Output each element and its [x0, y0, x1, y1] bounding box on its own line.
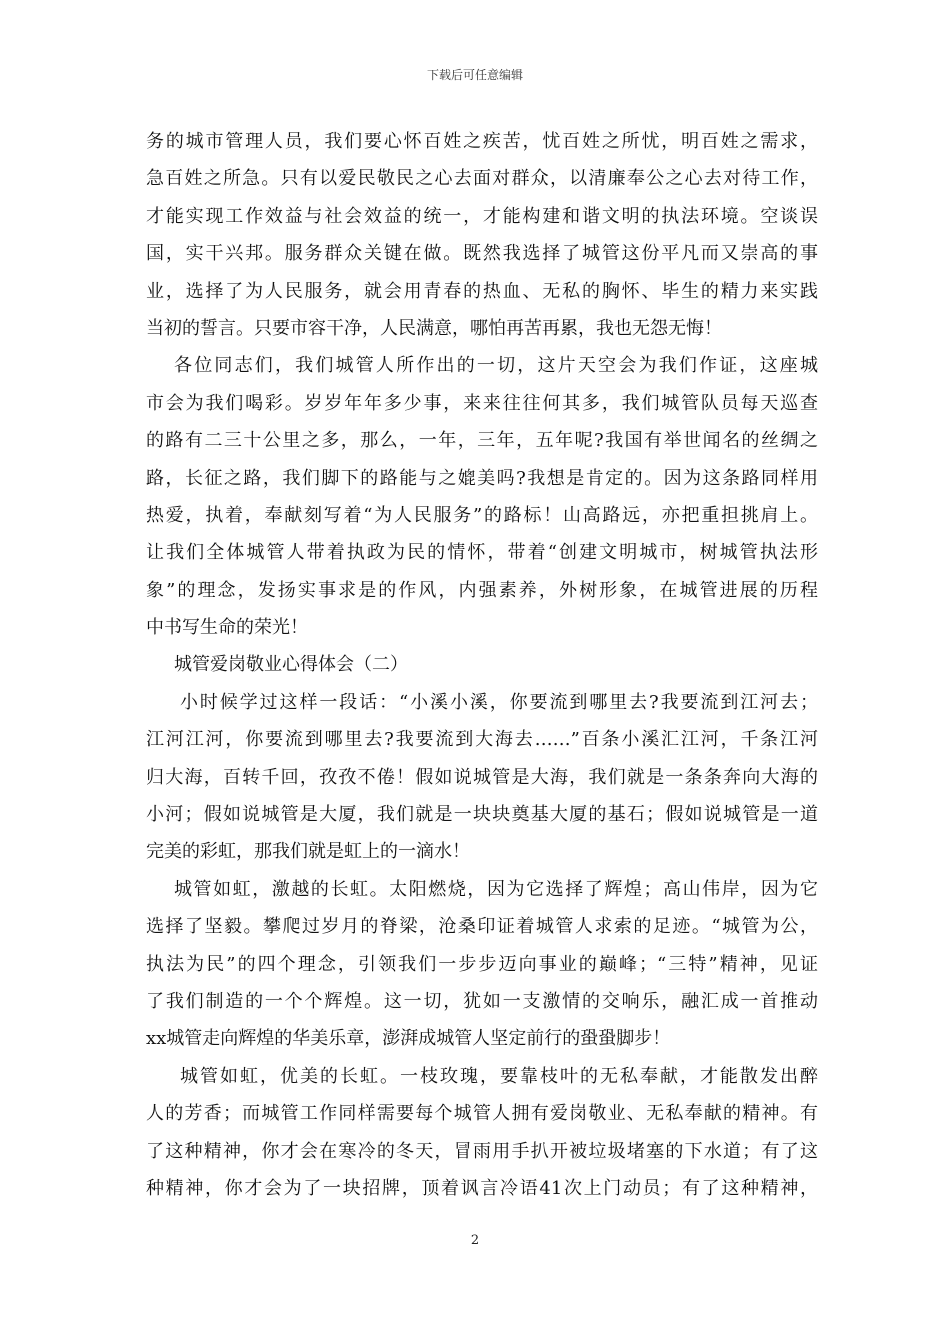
text-line: 国，实干兴邦。服务群众关键在做。既然我选择了城管这份平凡而又崇高的事: [146, 243, 818, 265]
text-line: 完美的彩虹，那我们就是虹上的一滴水！: [146, 841, 470, 863]
text-line: 选择了坚毅。攀爬过岁月的脊梁，沧桑印证着城管人求索的足迹。“城管为公，: [146, 916, 818, 938]
text-line: 热爱，执着，奉献刻写着“为人民服务”的路标！山高路远，亦把重担挑肩上。: [146, 504, 818, 526]
text-line: 中书写生命的荣光！: [146, 617, 308, 639]
text-line: 归大海，百转千回，孜孜不倦！假如说城管是大海，我们就是一条条奔向大海的: [146, 766, 818, 788]
page-number: 2: [470, 1233, 480, 1248]
text-line: 各位同志们，我们城管人所作出的一切，这片天空会为我们作证，这座城: [174, 355, 818, 377]
text-line: 的路有二三十公里之多，那么，一年，三年，五年呢?我国有举世闻名的丝绸之: [146, 430, 818, 452]
text-line: 急百姓之所急。只有以爱民敬民之心去面对群众，以清廉奉公之心去对待工作，: [146, 168, 818, 190]
text-line: 城管如虹，优美的长虹。一枝玫瑰，要靠枝叶的无私奉献，才能散发出醉: [180, 1065, 818, 1087]
text-line: 业，选择了为人民服务，就会用青春的热血、无私的胸怀、毕生的精力来实践: [146, 280, 818, 302]
text-line: 小时候学过这样一段话：“小溪小溪，你要流到哪里去?我要流到江河去；: [180, 691, 818, 713]
text-line: xx城管走向辉煌的华美乐章，澎湃成城管人坚定前行的蛩蛩脚步！: [146, 1028, 671, 1050]
text-line: 种精神，你才会为了一块招牌，顶着讽言冷语41次上门动员；有了这种精神，: [146, 1177, 818, 1199]
text-line: 城管爱岗敬业心得体会（二）: [174, 654, 408, 676]
text-line: 江河江河，你要流到哪里去?我要流到大海去……”百条小溪汇江河，千条江河: [146, 729, 818, 751]
text-line: 城管如虹，激越的长虹。太阳燃烧，因为它选择了辉煌；高山伟岸，因为它: [174, 878, 818, 900]
text-line: 当初的誓言。只要市容干净，人民满意，哪怕再苦再累，我也无怨无悔！: [146, 317, 722, 339]
text-line: 市会为我们喝彩。岁岁年年多少事，来来往往何其多，我们城管队员每天巡查: [146, 392, 818, 414]
text-line: 执法为民”的四个理念，引领我们一步步迈向事业的巅峰；“三特”精神，见证: [146, 953, 818, 975]
page-header: 下载后可任意编辑: [426, 68, 523, 82]
text-line: 务的城市管理人员，我们要心怀百姓之疾苦，忧百姓之所忧，明百姓之需求，: [146, 131, 818, 152]
text-line: 人的芳香；而城管工作同样需要每个城管人拥有爱岗敬业、无私奉献的精神。有: [146, 1103, 818, 1125]
text-line: 象”的理念，发扬实事求是的作风，内强素养，外树形象，在城管进展的历程: [146, 579, 818, 601]
text-line: 了我们制造的一个个辉煌。这一切，犹如一支激情的交响乐，融汇成一首推动: [146, 990, 818, 1012]
text-line: 让我们全体城管人带着执政为民的情怀，带着“创建文明城市，树城管执法形: [146, 542, 818, 564]
document-body: [146, 123, 818, 1207]
text-line: 小河；假如说城管是大厦，我们就是一块块奠基大厦的基石；假如说城管是一道: [146, 804, 818, 826]
text-line: 了这种精神，你才会在寒冷的冬天，冒雨用手扒开被垃圾堵塞的下水道；有了这: [146, 1140, 818, 1162]
text-line: 才能实现工作效益与社会效益的统一，才能构建和谐文明的执法环境。空谈误: [146, 205, 818, 227]
text-line: 路，长征之路，我们脚下的路能与之媲美吗?我想是肯定的。因为这条路同样用: [146, 467, 818, 489]
